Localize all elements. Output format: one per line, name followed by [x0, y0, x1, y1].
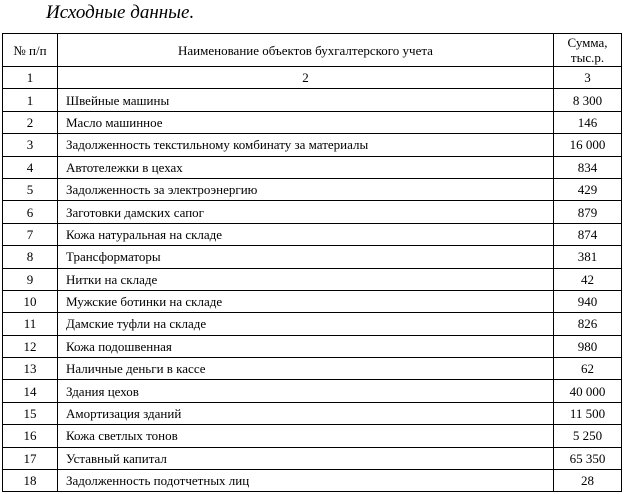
table-row — [3, 246, 622, 268]
index-cell-2: 2 — [58, 67, 554, 89]
table-row — [3, 178, 622, 200]
row-name-cell: Здания цехов — [58, 380, 554, 402]
row-sum-cell: 381 — [554, 246, 622, 268]
column-index-row — [3, 67, 622, 89]
row-number-cell: 16 — [3, 425, 58, 447]
table-row — [3, 402, 622, 424]
row-number-cell: 17 — [3, 447, 58, 469]
row-name-cell: Кожа натуральная на складе — [58, 223, 554, 245]
table-row — [3, 111, 622, 133]
row-sum-cell: 11 500 — [554, 402, 622, 424]
row-number-cell: 15 — [3, 402, 58, 424]
table-row — [3, 268, 622, 290]
row-number-cell: 3 — [3, 134, 58, 156]
row-sum-cell: 429 — [554, 178, 622, 200]
table-row — [3, 89, 622, 111]
row-number-cell: 2 — [3, 111, 58, 133]
row-sum-cell: 874 — [554, 223, 622, 245]
table-header-row — [3, 34, 622, 67]
page-title: Исходные данные. — [46, 2, 195, 23]
row-number-cell: 13 — [3, 358, 58, 380]
row-number-cell: 6 — [3, 201, 58, 223]
row-sum-cell: 146 — [554, 111, 622, 133]
row-name-cell: Трансформаторы — [58, 246, 554, 268]
row-name-cell: Заготовки дамских сапог — [58, 201, 554, 223]
header-number: № п/п — [3, 34, 58, 67]
row-name-cell: Масло машинное — [58, 111, 554, 133]
table-row — [3, 201, 622, 223]
row-name-cell: Автотележки в цехах — [58, 156, 554, 178]
row-name-cell: Кожа подошвенная — [58, 335, 554, 357]
row-name-cell: Задолженность подотчетных лиц — [58, 470, 554, 492]
row-number-cell: 11 — [3, 313, 58, 335]
header-sum: Сумма, тыс.р. — [554, 34, 622, 67]
row-number-cell: 1 — [3, 89, 58, 111]
row-number-cell: 4 — [3, 156, 58, 178]
row-sum-cell: 5 250 — [554, 425, 622, 447]
row-number-cell: 10 — [3, 290, 58, 312]
row-sum-cell: 980 — [554, 335, 622, 357]
row-name-cell: Амортизация зданий — [58, 402, 554, 424]
row-sum-cell: 40 000 — [554, 380, 622, 402]
row-name-cell: Дамские туфли на складе — [58, 313, 554, 335]
row-sum-cell: 65 350 — [554, 447, 622, 469]
row-name-cell: Уставный капитал — [58, 447, 554, 469]
row-sum-cell: 62 — [554, 358, 622, 380]
table-row — [3, 335, 622, 357]
table-row — [3, 470, 622, 492]
row-name-cell: Задолженность текстильному комбинату за материалы — [58, 134, 554, 156]
table-row — [3, 313, 622, 335]
header-name: Наименование объектов бухгалтерского учета — [58, 34, 554, 67]
table-row — [3, 380, 622, 402]
table-row — [3, 290, 622, 312]
row-number-cell: 14 — [3, 380, 58, 402]
row-name-cell: Мужские ботинки на складе — [58, 290, 554, 312]
table-row — [3, 134, 622, 156]
row-number-cell: 12 — [3, 335, 58, 357]
row-sum-cell: 826 — [554, 313, 622, 335]
table-row — [3, 156, 622, 178]
row-sum-cell: 834 — [554, 156, 622, 178]
row-sum-cell: 940 — [554, 290, 622, 312]
table-row — [3, 425, 622, 447]
row-number-cell: 5 — [3, 178, 58, 200]
row-sum-cell: 879 — [554, 201, 622, 223]
index-cell-1: 1 — [3, 67, 58, 89]
table-row — [3, 223, 622, 245]
row-sum-cell: 28 — [554, 470, 622, 492]
row-sum-cell: 16 000 — [554, 134, 622, 156]
row-name-cell: Швейные машины — [58, 89, 554, 111]
row-name-cell: Наличные деньги в кассе — [58, 358, 554, 380]
table-row — [3, 447, 622, 469]
row-number-cell: 8 — [3, 246, 58, 268]
index-cell-3: 3 — [554, 67, 622, 89]
row-name-cell: Кожа светлых тонов — [58, 425, 554, 447]
table-row — [3, 358, 622, 380]
row-sum-cell: 42 — [554, 268, 622, 290]
row-number-cell: 18 — [3, 470, 58, 492]
accounting-objects-table — [2, 33, 622, 492]
row-name-cell: Нитки на складе — [58, 268, 554, 290]
row-name-cell: Задолженность за электроэнергию — [58, 178, 554, 200]
row-number-cell: 9 — [3, 268, 58, 290]
row-number-cell: 7 — [3, 223, 58, 245]
row-sum-cell: 8 300 — [554, 89, 622, 111]
